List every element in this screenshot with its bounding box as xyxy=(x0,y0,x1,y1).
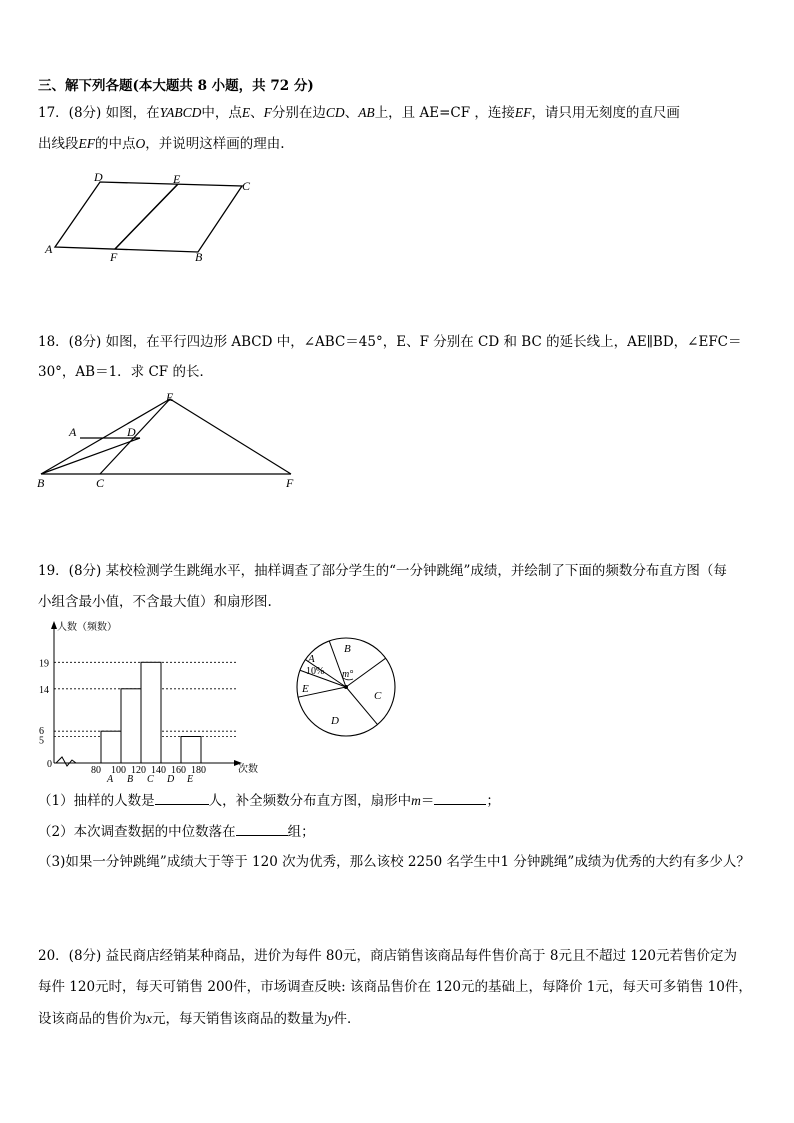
hist-y-tick-label: 19 xyxy=(39,658,49,670)
q17-seg-ab: AB xyxy=(358,105,375,120)
hist-y-tick-label: 14 xyxy=(39,684,49,696)
q17-line2 xyxy=(38,135,285,153)
q18-line-be xyxy=(41,399,170,474)
q17-seg-cd: CD xyxy=(325,105,345,120)
hist-category-label: C xyxy=(147,774,154,785)
q17-sep1: 、 xyxy=(250,105,264,121)
q17-seg-ef: EF xyxy=(514,105,532,120)
hist-x-tick-label: 100 xyxy=(111,765,126,776)
hist-category-label: D xyxy=(167,774,175,785)
answer-blank-median[interactable] xyxy=(236,822,288,836)
q17-label-b: B xyxy=(195,250,203,264)
pie-slice-label: E xyxy=(302,683,309,695)
q17-point-f: F xyxy=(263,105,272,120)
q18-label-b: B xyxy=(37,476,45,490)
q17-label-d: D xyxy=(94,170,103,184)
q18-line2: 30°，AB＝1．求 CF 的长． xyxy=(38,364,213,380)
q17-label-f: F xyxy=(110,250,118,264)
answer-blank-m[interactable] xyxy=(434,791,486,805)
q18-label-d: D xyxy=(127,425,136,439)
hist-x-tick-label: 160 xyxy=(171,765,186,776)
q17-text-e: ，请只用无刻度的直尺画 xyxy=(531,105,680,121)
hist-y-tick-label: 5 xyxy=(39,735,44,747)
q19-line2: 小组含最小值，不含最大值）和扇形图. xyxy=(38,594,272,610)
q20-text-b: 元，每天销售该商品的数量为 xyxy=(152,1011,328,1027)
q17-abcd: ABCD xyxy=(166,105,202,120)
q20-text-c: 件． xyxy=(333,1011,361,1027)
q19-part1-text-b: 人，补全频数分布直方图，扇形中 xyxy=(208,793,412,809)
section-title: 三、解下列各题(本大题共 8 小题，共 72 分) xyxy=(38,78,314,94)
q20-var-x: x xyxy=(146,1011,152,1026)
answer-blank-count[interactable] xyxy=(155,791,209,805)
q19-part2-text-b: 组； xyxy=(287,824,315,840)
q19-part3: （3)如果一分钟跳绳”成绩大于等于 120 次为优秀，那么该校 2250 名学生中1 分钟跳绳”成绩为优秀的大约有多少人？ xyxy=(38,854,750,870)
q19-part2 xyxy=(38,822,315,841)
q19-part1-text-a: （1）抽样的人数是 xyxy=(38,793,155,809)
q17-label-a: A xyxy=(45,242,53,256)
q19-var-m: m xyxy=(411,793,421,808)
q20-line2: 每件 120元时，每天可销售 200件，市场调查反映: 该商品售价在 120元的基础上，每降价 1元，每天可多销售 10件， xyxy=(38,979,752,995)
q18-line-ef xyxy=(170,399,291,474)
hist-x-tick-label: 80 xyxy=(91,765,101,776)
q20-line1: 20．(8分) 益民商店经销某种商品，进价为每件 80元，商店销售该商品每件售价高于 8元且不超过 120元若售价定为 xyxy=(38,948,737,964)
q17-text-f: 出线段 xyxy=(38,136,79,152)
q17-text-c: 分别在边 xyxy=(271,105,326,121)
q20-var-y: y xyxy=(327,1011,334,1026)
q18-figure xyxy=(35,390,305,490)
pie-center-dot xyxy=(344,685,348,689)
q17-point-o: O xyxy=(135,136,146,151)
q17-seg-ef2: EF xyxy=(78,136,95,151)
hist-category-label: A xyxy=(107,774,114,785)
hist-category-label: B xyxy=(127,774,134,785)
q17-parallelogram xyxy=(55,182,242,252)
q17-text-d: 上，且 AE=CF ，连接 xyxy=(374,105,515,121)
q20-text-a: 设该商品的售价为 xyxy=(38,1011,146,1027)
q18-line1: 18．(8分) 如图，在平行四边形 ABCD 中，∠ABC＝45°，E、F 分别在 CD 和 BC 的延长线上，AE∥BD，∠EFC＝ xyxy=(38,334,742,350)
q17-text-h: ，并说明这样画的理由. xyxy=(145,136,285,152)
q17-figure xyxy=(40,170,270,265)
q17-parallelogram-symbol: Y xyxy=(159,105,167,120)
hist-x-tick-label: 140 xyxy=(151,765,166,776)
q19-part1 xyxy=(38,791,500,810)
q17-text-b: 中，点 xyxy=(201,105,242,121)
hist-x-tick-label: 180 xyxy=(191,765,206,776)
pie-slice-label: C xyxy=(374,690,382,702)
q17-line1 xyxy=(38,104,680,122)
hist-y-tick-label: 6 xyxy=(39,726,44,738)
q19-part1-text-c: ＝ xyxy=(420,793,435,809)
hist-y-tick-label: 0 xyxy=(47,759,52,770)
histogram-chart xyxy=(30,615,270,785)
pie-slice-value: 10% xyxy=(306,666,325,677)
pie-slice-label: B xyxy=(344,643,351,655)
hist-axis-break xyxy=(56,757,76,766)
q18-label-e: E xyxy=(166,390,174,404)
q17-text-a: 17．(8分) 如图，在 xyxy=(38,105,160,121)
q18-label-c: C xyxy=(96,476,105,490)
pie-slice-label: D xyxy=(331,715,339,727)
hist-x-label: 次数 xyxy=(238,764,258,775)
q17-segment-cf xyxy=(115,184,178,249)
pie-slice-label: A xyxy=(308,653,315,665)
q17-text-g: 的中点 xyxy=(95,136,136,152)
q18-label-a: A xyxy=(69,425,77,439)
hist-category-label: E xyxy=(187,774,194,785)
pie-chart xyxy=(295,632,415,742)
q17-label-e: E xyxy=(173,172,181,186)
q18-label-f: F xyxy=(286,476,294,490)
hist-bar xyxy=(121,689,141,763)
q19-part1-text-d: ； xyxy=(486,793,500,809)
pie-angle-label: m° xyxy=(342,669,354,680)
q19-part2-text-a: （2）本次调查数据的中位数落在 xyxy=(38,824,236,840)
q18-line-bd xyxy=(41,438,140,474)
hist-bar xyxy=(141,662,161,763)
hist-bar xyxy=(101,731,121,763)
q17-label-c: C xyxy=(242,179,251,193)
q17-point-e: E xyxy=(241,105,251,120)
q19-line1: 19．(8分) 某校检测学生跳绳水平，抽样调查了部分学生的“一分钟跳绳”成绩，并绘制了下面的频数分布直方图（每 xyxy=(38,563,727,579)
q17-sep2: 、 xyxy=(344,105,359,121)
hist-y-label: 人数（频数） xyxy=(57,622,117,633)
hist-bar xyxy=(181,737,201,764)
hist-x-tick-label: 120 xyxy=(131,765,146,776)
q20-line3 xyxy=(38,1010,361,1028)
